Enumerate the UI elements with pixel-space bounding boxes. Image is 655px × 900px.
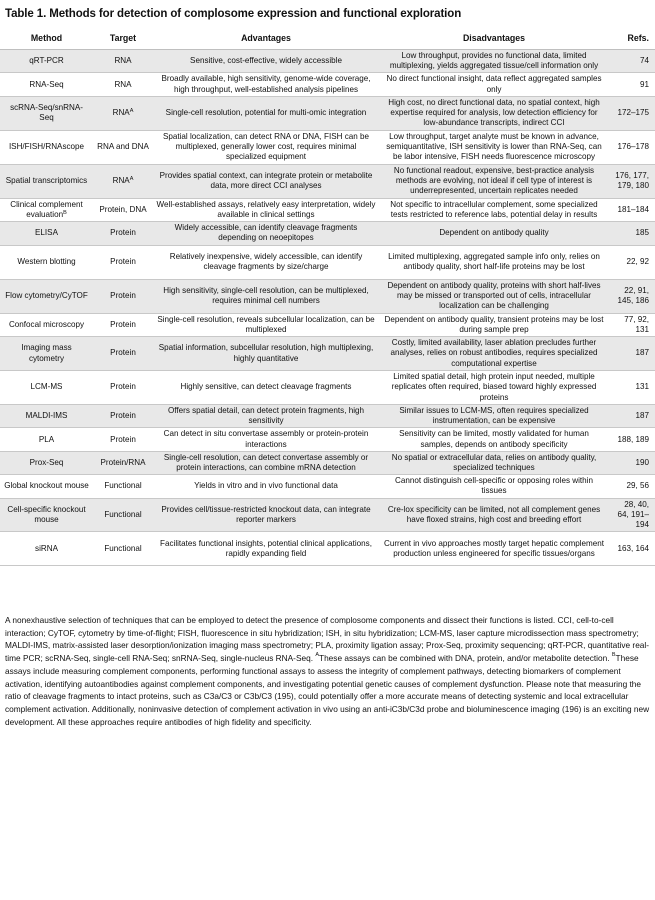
table-row — [0, 164, 655, 198]
cell-method: Imaging mass cytometry — [0, 337, 93, 371]
cell-refs: 22, 92 — [609, 245, 655, 279]
cell-refs: 163, 164 — [609, 532, 655, 566]
cell-target: Functional — [93, 498, 153, 532]
cell-target: Protein/RNA — [93, 451, 153, 474]
header-row — [0, 27, 655, 50]
cell-disadvantages: High cost, no direct functional data, no spatial context, high expertise required for analysis, low detection efficiency for low-abundance transcripts, indirect CCI — [379, 96, 609, 130]
cell-refs: 176–178 — [609, 130, 655, 164]
cell-method: Spatial transcriptomics — [0, 164, 93, 198]
col-header-refs: Refs. — [609, 27, 655, 50]
cell-disadvantages: Similar issues to LCM-MS, often requires specialized instrumentation, can be expensive — [379, 405, 609, 428]
cell-disadvantages: No functional readout, expensive, best-practice analysis methods are evolving, not ideal if cell type of interest is underrepresented, uncertain replicates needed — [379, 164, 609, 198]
cell-advantages: Facilitates functional insights, potential clinical applications, rapidly expanding field — [153, 532, 379, 566]
cell-advantages: Single-cell resolution, potential for multi-omic integration — [153, 96, 379, 130]
cell-disadvantages: Limited multiplexing, aggregated sample info only, relies on antibody quality, short half-life proteins may be lost — [379, 245, 609, 279]
table-row — [0, 73, 655, 96]
cell-refs: 74 — [609, 50, 655, 73]
cell-disadvantages: Not specific to intracellular complement, some specialized tests restricted to reference labs, potential delay in results — [379, 198, 609, 221]
cell-target: Protein — [93, 428, 153, 451]
cell-advantages: Single-cell resolution, can detect convertase assembly or protein interactions, can combine mRNA detection — [153, 451, 379, 474]
cell-target: RNA — [93, 73, 153, 96]
cell-target: Functional — [93, 475, 153, 498]
table-row — [0, 222, 655, 245]
table-row — [0, 245, 655, 279]
cell-refs: 91 — [609, 73, 655, 96]
cell-method: ISH/FISH/RNAscope — [0, 130, 93, 164]
table-row — [0, 371, 655, 405]
cell-disadvantages: Limited spatial detail, high protein input needed, multiple replicates often required, biased toward highly expressed proteins — [379, 371, 609, 405]
cell-method: PLA — [0, 428, 93, 451]
cell-advantages: Provides cell/tissue-restricted knockout data, can integrate reporter markers — [153, 498, 379, 532]
cell-refs: 187 — [609, 337, 655, 371]
cell-refs: 187 — [609, 405, 655, 428]
cell-refs: 22, 91, 145, 186 — [609, 279, 655, 313]
cell-advantages: Sensitive, cost-effective, widely accessible — [153, 50, 379, 73]
cell-disadvantages: No spatial or extracellular data, relies on antibody quality, specialized techniques — [379, 451, 609, 474]
footnote-marker: B — [63, 210, 67, 217]
cell-target: $RNA^A$ — [93, 164, 153, 198]
cell-target: Protein — [93, 405, 153, 428]
cell-advantages: Spatial information, subcellular resolution, high multiplexing, highly quantitative — [153, 337, 379, 371]
cell-refs: 181–184 — [609, 198, 655, 221]
cell-target: Protein — [93, 337, 153, 371]
cell-refs: 190 — [609, 451, 655, 474]
cell-disadvantages: Low throughput, provides no functional data, limited multiplexing, yields aggregated tissue/cell information only — [379, 50, 609, 73]
cell-target: Protein — [93, 313, 153, 336]
cell-method: RNA-Seq — [0, 73, 93, 96]
cell-target: Protein, DNA — [93, 198, 153, 221]
cell-advantages: Broadly available, high sensitivity, genome-wide coverage, high throughput, well-established analysis pipelines — [153, 73, 379, 96]
cell-target: Protein — [93, 222, 153, 245]
cell-method: LCM-MS — [0, 371, 93, 405]
cell-advantages: Spatial localization, can detect RNA or DNA, FISH can be multiplexed, generally lower cost, requires minimal specialized equipment — [153, 130, 379, 164]
cell-target: RNA — [93, 50, 153, 73]
methods-table — [0, 27, 655, 566]
cell-disadvantages: Costly, limited availability, laser ablation precludes further analyses, relies on robust antibodies, requires specialized computational expertise — [379, 337, 609, 371]
col-header-disadvantages: Disadvantages — [379, 27, 609, 50]
cell-method: MALDI-IMS — [0, 405, 93, 428]
cell-target: Protein — [93, 245, 153, 279]
cell-refs: 77, 92, 131 — [609, 313, 655, 336]
cell-refs: 29, 56 — [609, 475, 655, 498]
footnote-a-text: These assays can be combined with DNA, protein, and/or metabolite detection. — [319, 653, 612, 664]
cell-advantages: Can detect in situ convertase assembly or protein-protein interactions — [153, 428, 379, 451]
cell-method: Global knockout mouse — [0, 475, 93, 498]
cell-refs: 131 — [609, 371, 655, 405]
cell-target: $RNA^A$ — [93, 96, 153, 130]
cell-refs: 176, 177, 179, 180 — [609, 164, 655, 198]
col-header-method: Method — [0, 27, 93, 50]
cell-method: ELISA — [0, 222, 93, 245]
table-row — [0, 532, 655, 566]
cell-method: scRNA-Seq/snRNA-Seq — [0, 96, 93, 130]
cell-advantages: High sensitivity, single-cell resolution, can be multiplexed, requires minimal cell numbers — [153, 279, 379, 313]
table-row — [0, 498, 655, 532]
cell-refs: 28, 40, 64, 191–194 — [609, 498, 655, 532]
cell-method: Flow cytometry/CyTOF — [0, 279, 93, 313]
table-row — [0, 337, 655, 371]
cell-method: siRNA — [0, 532, 93, 566]
table-body — [0, 50, 655, 566]
cell-disadvantages: Dependent on antibody quality, transient proteins may be lost during sample prep — [379, 313, 609, 336]
cell-refs: 172–175 — [609, 96, 655, 130]
cell-disadvantages: Current in vivo approaches mostly target hepatic complement production unless engineered for specific tissues/organs — [379, 532, 609, 566]
footnote-marker: A — [129, 176, 134, 183]
footnote-b-mark: B — [611, 652, 616, 659]
cell-advantages: Relatively inexpensive, widely accessible, can identify cleavage fragments by size/charge — [153, 245, 379, 279]
cell-refs: 185 — [609, 222, 655, 245]
table-footnote — [5, 614, 651, 728]
footnote-a-mark: A — [315, 652, 319, 659]
table-row — [0, 198, 655, 221]
cell-disadvantages: Dependent on antibody quality, proteins with short half-lives may be missed or transported out of cells, intracellular localization can be challenging — [379, 279, 609, 313]
cell-target: RNA and DNA — [93, 130, 153, 164]
table-row — [0, 96, 655, 130]
cell-target: Functional — [93, 532, 153, 566]
col-header-advantages: Advantages — [153, 27, 379, 50]
cell-method: Confocal microscopy — [0, 313, 93, 336]
cell-advantages: Single-cell resolution, reveals subcellular localization, can be multiplexed — [153, 313, 379, 336]
cell-advantages: Widely accessible, can identify cleavage fragments depending on neoepitopes — [153, 222, 379, 245]
cell-disadvantages: Cre-lox specificity can be limited, not all complement genes have floxed strains, high cost and breeding effort — [379, 498, 609, 532]
cell-advantages: Provides spatial context, can integrate protein or metabolite data, more direct CCI analyses — [153, 164, 379, 198]
table-row — [0, 405, 655, 428]
footnote-intro: A nonexhaustive selection of techniques that can be employed to detect the presence of complosome components and dissect their functions is listed. CCI, cell-to-cell interaction; CyTOF, cytometry by time-of-flight; FISH, fluorescence in situ hybridization; ISH, in situ hybridization; LCM-MS, laser capture microdissection mass spectrometry; MALDI-IMS, matrix-assisted laser desorption/ionization imaging mass spectrometry; PLA, proximity ligation assay; Prox-Seq, proximity sequencing; qRT-PCR, quantitative real-time PCR; scRNA-Seq, single-cell RNA-Seq; snRNA-Seq, single-nucleus RNA-Seq. — [5, 615, 650, 664]
table-row — [0, 279, 655, 313]
cell-target: Protein — [93, 371, 153, 405]
table-row — [0, 451, 655, 474]
footnote-marker: A — [129, 108, 134, 115]
cell-advantages: Well-established assays, relatively easy interpretation, widely available in clinical settings — [153, 198, 379, 221]
cell-disadvantages: No direct functional insight, data reflect aggregated samples only — [379, 73, 609, 96]
cell-method: qRT-PCR — [0, 50, 93, 73]
cell-method: Clinical complement evaluation$^B$ — [0, 198, 93, 221]
cell-refs: 188, 189 — [609, 428, 655, 451]
col-header-target: Target — [93, 27, 153, 50]
table-row — [0, 313, 655, 336]
table-title: Table 1. Methods for detection of complosome expression and functional exploration — [5, 8, 462, 20]
table-row — [0, 50, 655, 73]
table-row — [0, 475, 655, 498]
cell-method: Cell-specific knockout mouse — [0, 498, 93, 532]
cell-disadvantages: Dependent on antibody quality — [379, 222, 609, 245]
cell-advantages: Highly sensitive, can detect cleavage fragments — [153, 371, 379, 405]
footnote-b-text: These assays include measuring complement components, performing functional assays to assess the integrity of complement pathways, detecting biomarkers of complement activation, identifying autoantibodies against complement components, and investigating potential genetic causes of complement dysfunction. Please note that measuring the ratio of cleavage fragments to intact proteins, such as C3a/C3 or C3b/C3 (195), could potentially offer a more accurate means of detecting systemic and local extracellular complement activation. Additionally, noninvasive detection of complement activation in vivo using an anti-iC3b/C3d probe and bioluminescence imaging (196) is an exciting new development. All these approaches require antibodies of high fidelity and specificity. — [5, 653, 650, 727]
cell-method: Western blotting — [0, 245, 93, 279]
cell-disadvantages: Low throughput, target analyte must be known in advance, semiquantitative, ISH sensitivity is lower than RNA-Seq, can be labor intensive, FISH needs fluorescence microscopy — [379, 130, 609, 164]
cell-method: Prox-Seq — [0, 451, 93, 474]
cell-disadvantages: Cannot distinguish cell-specific or opposing roles within tissues — [379, 475, 609, 498]
cell-target: Protein — [93, 279, 153, 313]
cell-advantages: Yields in vitro and in vivo functional data — [153, 475, 379, 498]
cell-advantages: Offers spatial detail, can detect protein fragments, high sensitivity — [153, 405, 379, 428]
cell-disadvantages: Sensitivity can be limited, mostly validated for human samples, depends on antibody specificity — [379, 428, 609, 451]
table-row — [0, 428, 655, 451]
table-row — [0, 130, 655, 164]
